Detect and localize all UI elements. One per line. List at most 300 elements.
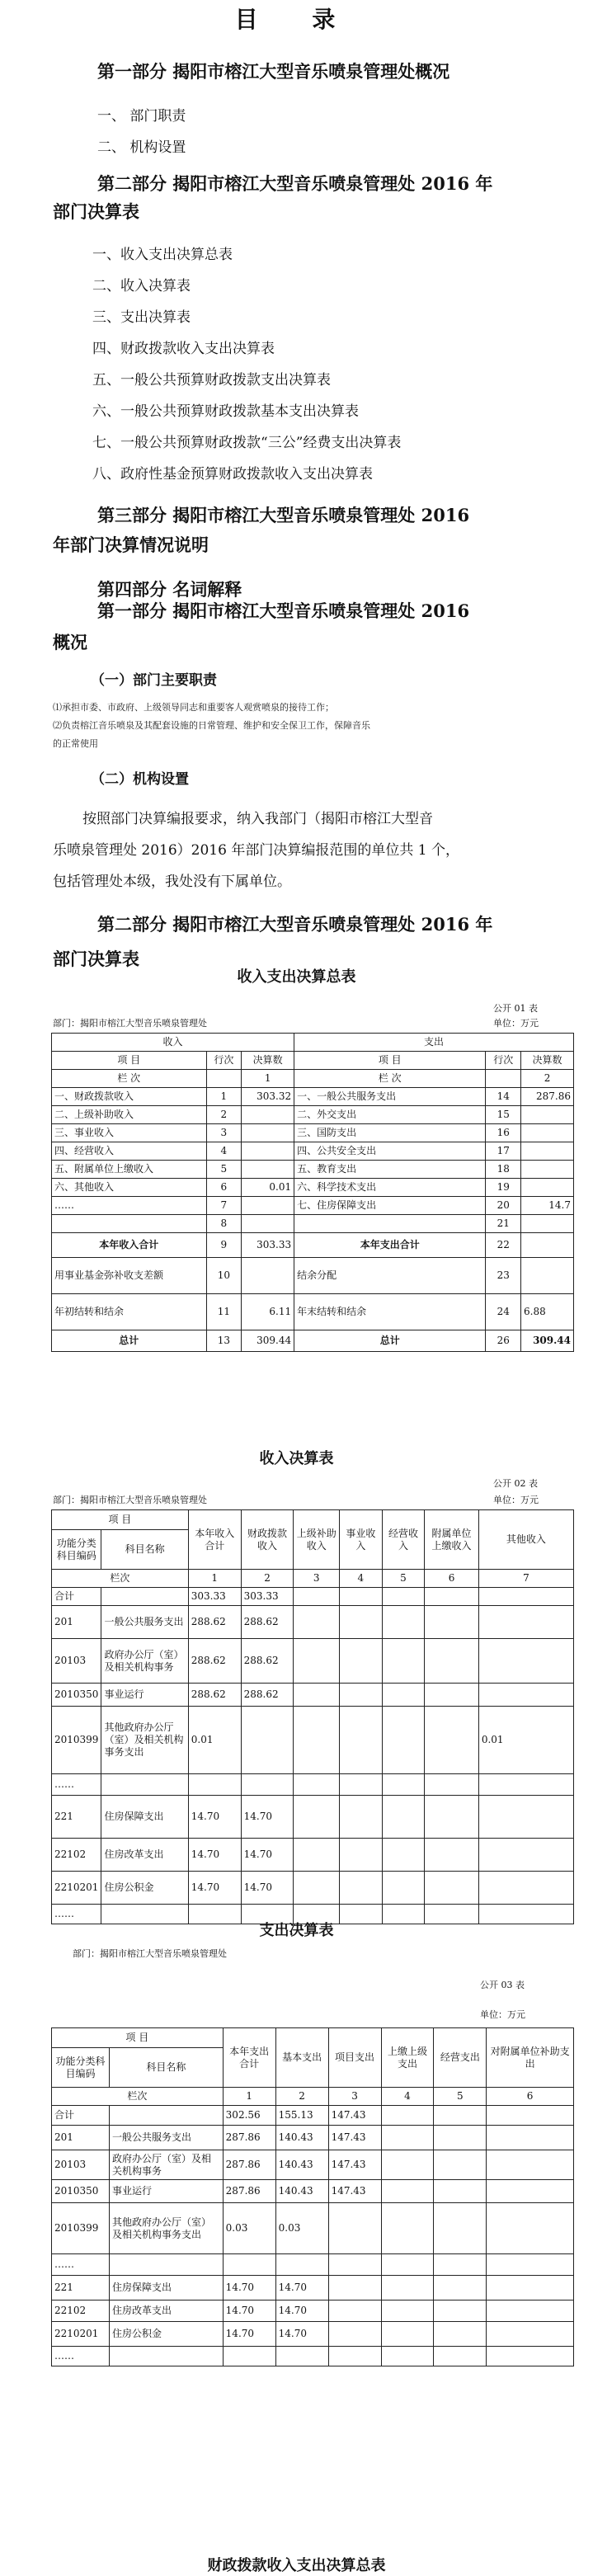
toc-part3-line1: 第三部分 揭阳市榕江大型音乐喷泉管理处 2016 [97,505,470,525]
t1-carry-out-label: 年末结转和结余 [294,1294,486,1330]
table2-cell-code: …… [52,1774,101,1796]
table2-cell-code: 22102 [52,1839,101,1872]
table3-cell-code: …… [52,2347,110,2366]
t1-cell-ri: 21 [486,1215,521,1233]
table-row [52,1088,574,1106]
table2-cell-value [425,1606,479,1639]
table3-cell-value: 287.86 [223,2180,275,2203]
t2-col-7: 其他收入 [478,1510,573,1570]
table2-cell-value [188,1774,241,1796]
table2-cell-value [340,1839,383,1872]
t1-col-item: 项 目 [52,1052,207,1070]
table3-cell-value: 0.03 [223,2203,275,2254]
t1-cell-li: 5 [206,1161,242,1179]
table1-unit: 单位：万元 [493,1018,539,1029]
t1-grand-total-row: 13 [206,1330,242,1352]
table2-cell-value [241,1774,294,1796]
toc-part1: 第一部分 揭阳市榕江大型音乐喷泉管理处概况 [97,61,450,82]
table3-cell-value: 14.70 [223,2301,275,2322]
t1-total-income-value: 303.33 [242,1233,294,1258]
table3-col-num: 5 [434,2088,487,2106]
table3-cell-value [381,2180,434,2203]
income-expense-summary-table [51,1033,574,1352]
table2-cell-value: 288.62 [188,1639,241,1684]
table3-cell-value [434,2347,487,2366]
table3-cell-name: 住房公积金 [109,2322,223,2347]
table-row [52,1606,574,1639]
table1-code: 公开 01 表 [493,1003,538,1014]
table3-cell-value: 0.03 [275,2203,328,2254]
t1-income-header: 收入 [52,1034,294,1052]
table3-cell-value: 147.43 [328,2126,381,2150]
t3-col-6: 对附属单位补助支出 [487,2028,574,2088]
t1-total-income-label: 本年收入合计 [52,1233,207,1258]
table2-cell-name [101,1774,188,1796]
table3-cell-value [487,2276,574,2301]
table2-cell-value: 288.62 [188,1684,241,1707]
table3-cell-value: 140.43 [275,2180,328,2203]
table3-code: 公开 03 表 [480,1980,525,1990]
table3-cell-name: 住房保障支出 [109,2276,223,2301]
table2-cell-value [382,1639,425,1684]
t3-col-3: 项目支出 [328,2028,381,2088]
table2-cell-name: 政府办公厅（室）及相关机构事务 [101,1639,188,1684]
table2-cell-value: 14.70 [188,1839,241,1872]
sec1-org-text-1: 按照部门决算编报要求，纳入我部门（揭阳市榕江大型音 [82,811,433,827]
table3-cell-value [487,2180,574,2203]
table2-dept: 部门：揭阳市榕江大型音乐喷泉管理处 [53,1495,207,1505]
table3-cell-value [487,2322,574,2347]
table3-dept: 部门：揭阳市榕江大型音乐喷泉管理处 [73,1948,227,1959]
table3-cell-value: 147.43 [328,2180,381,2203]
toc-part1-item-2: 二、 机构设置 [97,139,186,156]
table2-cell-value: 0.01 [188,1707,241,1774]
t1-cell-ri: 15 [486,1106,521,1124]
table3-cell-value: 287.86 [223,2150,275,2180]
table2-cell-value [340,1639,383,1684]
t1-cell-lv: 0.01 [242,1179,294,1197]
table3-cell-code: 2010350 [52,2180,110,2203]
table2-cell-value [340,1872,383,1905]
t1-lanci: 栏 次 [52,1070,207,1088]
table3-title: 支出决算表 [259,1922,334,1939]
toc-part2-item-4: 四、财政拨款收入支出决算表 [92,341,275,357]
table3-cell-name [109,2347,223,2366]
toc-part2-line2: 部门决算表 [53,201,139,222]
table2-cell-value [425,1839,479,1872]
table3-cell-value: 140.43 [275,2126,328,2150]
table3-cell-value [381,2203,434,2254]
table3-cell-value [487,2301,574,2322]
table3-unit: 单位：万元 [480,2009,525,2020]
table3-cell-name: 政府办公厅（室）及相关机构事务 [109,2150,223,2180]
t2-col-5: 经营收入 [382,1510,425,1570]
table-row [52,1197,574,1215]
table3-cell-code: 2010399 [52,2203,110,2254]
table3-cell-value [381,2126,434,2150]
table3-cell-value [487,2203,574,2254]
t1-cell-lv [242,1142,294,1161]
sec2-title-line1: 第二部分 揭阳市榕江大型音乐喷泉管理处 2016 年 [97,914,493,935]
t1-lanci-1: 1 [242,1070,294,1088]
t1-col-row-r: 行次 [486,1052,521,1070]
table2-cell-value [294,1639,340,1684]
table-row [52,2150,574,2180]
table2-cell-value [382,1774,425,1796]
table3-col-num: 6 [487,2088,574,2106]
table3-cell-value [434,2301,487,2322]
t3-name-header: 科目名称 [109,2048,223,2088]
t1-cell-l: 五、附属单位上缴收入 [52,1161,207,1179]
t1-cell-li: 1 [206,1088,242,1106]
table2-cell-value [340,1774,383,1796]
t1-cell-ri: 20 [486,1197,521,1215]
toc-part3-line2: 年部门决算情况说明 [53,535,209,555]
t1-cell-li: 6 [206,1179,242,1197]
t1-cell-rv: 287.86 [521,1088,574,1106]
toc-title: 目 录 [234,6,359,33]
sec1-duty-line2: ⑵负责榕江音乐喷泉及其配套设施的日常管理、维护和安全保卫工作，保障音乐 [53,720,370,731]
table3-cell-code: 201 [52,2126,110,2150]
table2-cell-value [340,1588,383,1606]
toc-part2-item-6: 六、一般公共预算财政拨款基本支出决算表 [92,403,359,420]
table3-cell-value [487,2106,574,2126]
table-row [52,1179,574,1197]
table2-cell-code: 20103 [52,1639,101,1684]
t1-cell-lv [242,1161,294,1179]
t1-col-item-r: 项 目 [294,1052,486,1070]
toc-part1-item-1: 一、 部门职责 [97,108,186,125]
table2-cell-value [425,1707,479,1774]
table2-cell-value [478,1606,573,1639]
t1-grand-total-label-r: 总计 [294,1330,486,1352]
toc-part2-item-8: 八、政府性基金预算财政拨款收入支出决算表 [92,466,373,483]
t2-col-2: 财政拨款收入 [241,1510,294,1570]
t1-cell-r: 四、公共安全支出 [294,1142,486,1161]
table3-col-num: 2 [275,2088,328,2106]
table2-cell-value [425,1774,479,1796]
table3-cell-value [434,2150,487,2180]
table3-cell-code: 22102 [52,2301,110,2322]
table2-cell-value [382,1872,425,1905]
table2-cell-value: 14.70 [241,1796,294,1839]
t1-cell-l: 四、经营收入 [52,1142,207,1161]
toc-part2-item-5: 五、一般公共预算财政拨款支出决算表 [92,372,331,389]
t1-cell-r: 五、教育支出 [294,1161,486,1179]
t1-cell-l: 二、上级补助收入 [52,1106,207,1124]
table2-cell-value [294,1588,340,1606]
table3-cell-value: 147.43 [328,2106,381,2126]
t1-expense-header: 支出 [294,1034,574,1052]
t3-col-5: 经营支出 [434,2028,487,2088]
t1-cell-ri: 16 [486,1124,521,1142]
table2-cell-code: 221 [52,1796,101,1839]
table3-cell-value [328,2322,381,2347]
table3-cell-value [328,2203,381,2254]
t1-cell-lv [242,1215,294,1233]
t1-cell-rv [521,1179,574,1197]
t1-total-expense-label: 本年支出合计 [294,1233,486,1258]
table-row [52,1707,574,1774]
table1-title: 收入支出决算总表 [237,968,356,986]
table2-col-num: 2 [241,1570,294,1588]
t3-code-header: 功能分类科目编码 [52,2048,110,2088]
table3-cell-name: 事业运行 [109,2180,223,2203]
table3-cell-value [328,2347,381,2366]
t1-fund-label: 用事业基金弥补收支差额 [52,1258,207,1294]
table-row [52,2347,574,2366]
expense-table [51,2027,574,2366]
t2-lanci: 栏次 [52,1570,189,1588]
t2-code-header: 功能分类科目编码 [52,1530,101,1570]
t1-cell-li: 8 [206,1215,242,1233]
t2-item-header: 项 目 [52,1510,189,1530]
table2-col-num: 7 [478,1570,573,1588]
table3-cell-value [487,2126,574,2150]
table3-col-num: 4 [381,2088,434,2106]
table3-cell-value [434,2106,487,2126]
t1-cell-rv [521,1142,574,1161]
table-row [52,2301,574,2322]
table3-cell-value: 140.43 [275,2150,328,2180]
t1-distribution-label: 结余分配 [294,1258,486,1294]
table3-cell-value [434,2203,487,2254]
toc-part2-line1: 第二部分 揭阳市榕江大型音乐喷泉管理处 2016 年 [97,173,493,194]
table3-cell-value [381,2106,434,2126]
table2-cell-code: 2010350 [52,1684,101,1707]
table2-cell-value: 288.62 [241,1639,294,1684]
t1-cell-r [294,1215,486,1233]
table3-cell-value: 155.13 [275,2106,328,2126]
table3-cell-name: 一般公共服务支出 [109,2126,223,2150]
t3-col-4: 上缴上级支出 [381,2028,434,2088]
t2-col-1: 本年收入合计 [188,1510,241,1570]
t1-grand-total-row-r: 26 [486,1330,521,1352]
table2-cell-value: 288.62 [241,1684,294,1707]
t1-cell-rv: 14.7 [521,1197,574,1215]
table2-cell-value [382,1588,425,1606]
table3-cell-value [434,2276,487,2301]
table3-cell-value [381,2254,434,2276]
sec1-title-line1: 第一部分 揭阳市榕江大型音乐喷泉管理处 2016 [97,600,470,621]
table2-cell-value: 288.62 [188,1606,241,1639]
table2-cell-value [425,1639,479,1684]
table-row [52,2106,574,2126]
t1-cell-r: 六、科学技术支出 [294,1179,486,1197]
toc-part2-item-7: 七、一般公共预算财政拨款“三公”经费支出决算表 [92,435,402,451]
table2-cell-name: 住房公积金 [101,1872,188,1905]
table3-cell-value [223,2254,275,2276]
t3-col-1: 本年支出合计 [223,2028,275,2088]
table3-cell-code: …… [52,2254,110,2276]
table3-cell-value [434,2322,487,2347]
t1-carry-out-row: 24 [486,1294,521,1330]
t1-lanci-2: 2 [521,1070,574,1088]
t3-lanci: 栏次 [52,2088,224,2106]
table2-cell-value [340,1684,383,1707]
table2-cell-value [478,1684,573,1707]
table2-cell-value [382,1839,425,1872]
t1-cell-li: 2 [206,1106,242,1124]
t1-cell-li: 4 [206,1142,242,1161]
t2-name-header: 科目名称 [101,1530,188,1570]
table3-cell-value: 14.70 [223,2276,275,2301]
table3-cell-value [381,2322,434,2347]
t1-cell-l: 一、财政拨款收入 [52,1088,207,1106]
table-row [52,1588,574,1606]
table2-cell-value [294,1839,340,1872]
table1-dept: 部门：揭阳市榕江大型音乐喷泉管理处 [53,1018,207,1029]
t1-carry-out-value: 6.88 [521,1294,574,1330]
table-row [52,1215,574,1233]
table2-cell-value [340,1796,383,1839]
t1-carry-in-label: 年初结转和结余 [52,1294,207,1330]
table3-cell-value [487,2347,574,2366]
table2-cell-value [382,1707,425,1774]
table2-cell-value [294,1774,340,1796]
table3-cell-value [328,2254,381,2276]
table2-col-num: 4 [340,1570,383,1588]
t1-cell-rv [521,1124,574,1142]
t1-cell-l: …… [52,1197,207,1215]
sec1-duty-line1: ⑴承担市委、市政府、上级领导同志和重要客人观赏喷泉的接待工作； [53,702,334,713]
table2-cell-value [478,1774,573,1796]
table2-cell-value: 14.70 [188,1872,241,1905]
t1-cell-lv: 303.32 [242,1088,294,1106]
t1-cell-ri: 17 [486,1142,521,1161]
table-row [52,1796,574,1839]
table2-cell-value [382,1606,425,1639]
table2-cell-value [340,1606,383,1639]
table2-cell-value [294,1684,340,1707]
table3-cell-name [109,2254,223,2276]
t1-carry-in-row: 11 [206,1294,242,1330]
table2-cell-code: 2210201 [52,1872,101,1905]
table3-cell-value [381,2150,434,2180]
table2-cell-value: 303.33 [241,1588,294,1606]
table2-cell-value [294,1872,340,1905]
t3-col-2: 基本支出 [275,2028,328,2088]
table3-cell-value: 14.70 [275,2322,328,2347]
table3-cell-value [381,2347,434,2366]
t1-carry-in-value: 6.11 [242,1294,294,1330]
table-row [52,2276,574,2301]
table3-cell-value [434,2254,487,2276]
table2-cell-value [382,1684,425,1707]
t1-cell-r: 三、国防支出 [294,1124,486,1142]
table-row [52,2126,574,2150]
t1-cell-rv [521,1106,574,1124]
t1-fund-row: 10 [206,1258,242,1294]
table2-cell-value: 0.01 [478,1707,573,1774]
table3-cell-value [275,2254,328,2276]
sec1-org-text-3: 包括管理处本级，我处没有下属单位。 [53,874,291,890]
table3-cell-value [381,2301,434,2322]
table3-cell-value: 147.43 [328,2150,381,2180]
table3-cell-value: 302.56 [223,2106,275,2126]
t1-cell-l: 三、事业收入 [52,1124,207,1142]
table2-cell-value [425,1872,479,1905]
toc-part2-item-2: 二、收入决算表 [92,278,191,294]
table-row [52,1774,574,1796]
t1-grand-total-value: 309.44 [242,1330,294,1352]
table2-cell-value [382,1796,425,1839]
table2-cell-value [425,1684,479,1707]
table3-cell-value: 14.70 [223,2322,275,2347]
table2-cell-code: 合计 [52,1588,101,1606]
table-row [52,2180,574,2203]
table-row [52,1639,574,1684]
table2-col-num: 5 [382,1570,425,1588]
table2-cell-name: 其他政府办公厅（室）及相关机构事务支出 [101,1707,188,1774]
table3-cell-value [381,2276,434,2301]
table2-cell-name [101,1588,188,1606]
table2-cell-value: 14.70 [241,1839,294,1872]
table3-cell-value: 14.70 [275,2276,328,2301]
t1-lanci-r: 栏 次 [294,1070,486,1088]
toc-part2-item-1: 一、收入支出决算总表 [92,247,233,263]
table3-cell-value [434,2180,487,2203]
t1-cell-ri: 14 [486,1088,521,1106]
sec1-duty-heading: （一）部门主要职责 [91,672,217,689]
table-row [52,1872,574,1905]
table2-cell-value [478,1588,573,1606]
table3-cell-value: 287.86 [223,2126,275,2150]
table2-cell-value: 14.70 [188,1796,241,1839]
table3-cell-name [109,2106,223,2126]
t2-col-4: 事业收入 [340,1510,383,1570]
t1-total-income-row: 9 [206,1233,242,1258]
income-table [51,1509,574,1924]
t1-cell-li: 7 [206,1197,242,1215]
t1-cell-rv [521,1215,574,1233]
t1-col-row: 行次 [206,1052,242,1070]
table2-cell-value: 303.33 [188,1588,241,1606]
table-row [52,1124,574,1142]
table3-cell-value [328,2301,381,2322]
table3-cell-value [223,2347,275,2366]
table3-col-num: 3 [328,2088,381,2106]
table-row [52,2254,574,2276]
toc-part2-item-3: 三、支出决算表 [92,309,191,326]
t1-col-amount: 决算数 [242,1052,294,1070]
t1-cell-l [52,1215,207,1233]
table2-cell-code: 201 [52,1606,101,1639]
t1-cell-lv [242,1124,294,1142]
table3-cell-value [275,2347,328,2366]
sec2-title-line2: 部门决算表 [53,949,139,969]
table3-cell-code: 221 [52,2276,110,2301]
table3-cell-value [487,2254,574,2276]
table-row [52,1684,574,1707]
table2-cell-value [478,1639,573,1684]
table2-cell-code: 2010399 [52,1707,101,1774]
sec1-title-line2: 概况 [53,632,87,652]
table2-cell-name: 住房保障支出 [101,1796,188,1839]
table2-cell-value [478,1872,573,1905]
t1-cell-li: 3 [206,1124,242,1142]
table3-col-num: 1 [223,2088,275,2106]
table-row [52,2203,574,2254]
t1-cell-ri: 18 [486,1161,521,1179]
t1-total-expense-value [521,1233,574,1258]
table3-cell-value [328,2276,381,2301]
table-row [52,1161,574,1179]
table3-cell-value: 14.70 [275,2301,328,2322]
t1-col-amount-r: 决算数 [521,1052,574,1070]
t1-grand-total-value-r: 309.44 [521,1330,574,1352]
table2-cell-value [478,1796,573,1839]
